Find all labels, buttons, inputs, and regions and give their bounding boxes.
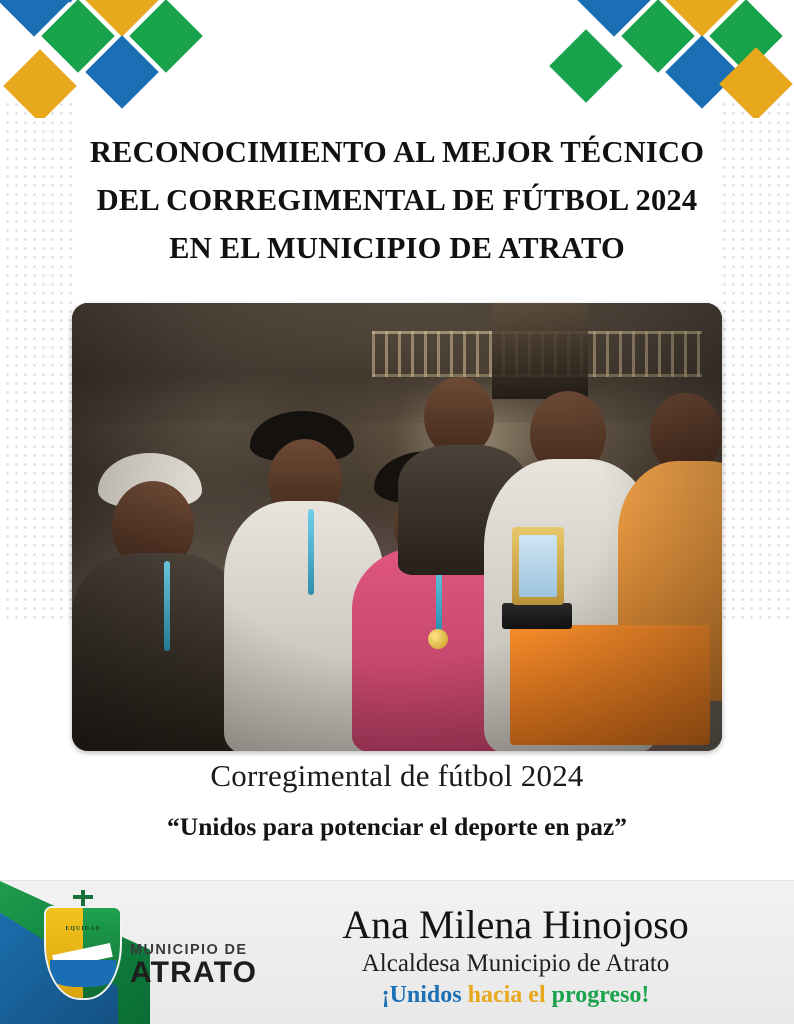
municipality-wordmark-big: ATRATO	[130, 956, 258, 989]
slogan-open: ¡	[381, 982, 390, 1008]
crest-blue-field	[50, 960, 115, 987]
chevron-shape-14	[549, 29, 623, 103]
mayor-signature-block	[255, 902, 776, 1010]
headline-line-1: RECONOCIMIENTO AL MEJOR TÉCNICO	[89, 135, 705, 169]
slogan-close: !	[641, 982, 650, 1008]
municipality-wordmark-small: MUNICIPIO DE	[130, 942, 248, 958]
municipality-wordmark	[130, 942, 257, 988]
page-title	[0, 128, 794, 272]
headline-line-2: DEL CORREGIMENTAL DE FÚTBOL 2024	[96, 183, 698, 217]
event-photo	[72, 303, 722, 751]
crest-body	[44, 906, 122, 1000]
slogan-word-2: hacia el	[467, 982, 546, 1008]
slogan-word-1: Unidos	[389, 982, 462, 1008]
footer-bar	[0, 880, 794, 1024]
crest-motto: EQUIDAD	[65, 926, 101, 932]
mayor-name: Ana Milena Hinojoso	[342, 902, 689, 947]
headline-line-3: EN EL MUNICIPIO DE ATRATO	[169, 231, 625, 265]
government-slogan	[255, 980, 776, 1010]
photo-vignette	[72, 303, 722, 751]
municipality-crest	[44, 906, 122, 1000]
top-chevron-band	[0, 0, 794, 118]
slogan-word-3: progreso	[551, 982, 642, 1008]
mayor-role: Alcaldesa Municipio de Atrato	[361, 950, 670, 977]
event-photo-image	[72, 303, 722, 751]
caption-event: Corregimental de fútbol 2024	[210, 758, 584, 793]
caption-slogan-quote: “Unidos para potenciar el deporte en paz”	[167, 812, 627, 841]
